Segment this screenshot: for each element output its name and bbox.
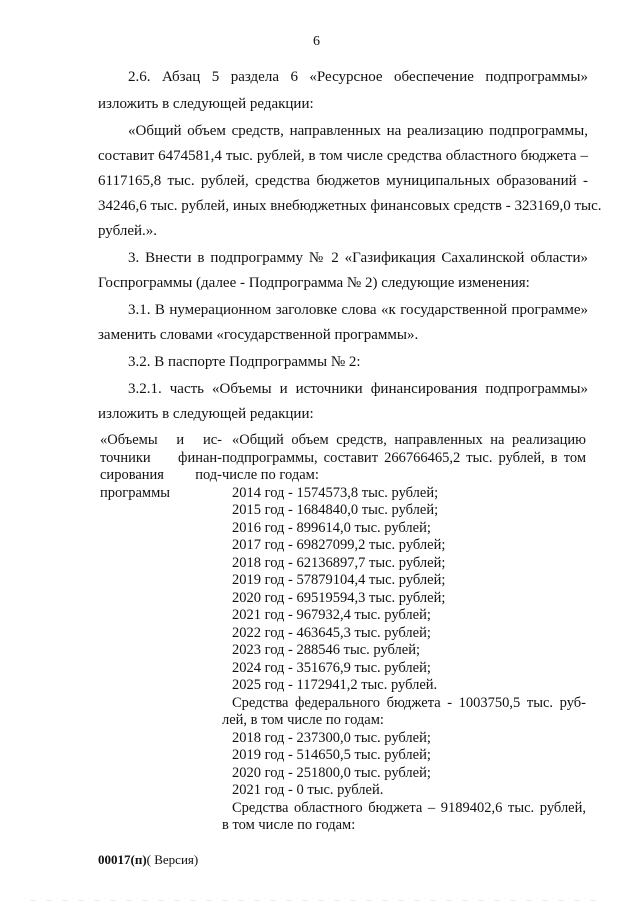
year-total-line: 2017 год - 69827099,2 тыс. рублей; xyxy=(232,537,446,553)
federal-budget-line: Средства федерального бюджета - 1003750,5 тыс. руб- xyxy=(232,694,586,711)
year-total-line: 2019 год - 57879104,4 тыс. рублей; xyxy=(232,572,446,588)
year-federal-line: 2019 год - 514650,5 тыс. рублей; xyxy=(232,747,431,763)
intro-line: подпрограммы, составит 266766465,2 тыс. рублей, в том xyxy=(222,449,586,466)
document-version: ( Версия) xyxy=(146,852,199,867)
year-federal-line: 2021 год - 0 тыс. рублей. xyxy=(232,782,384,798)
year-federal-line: 2018 год - 237300,0 тыс. рублей; xyxy=(232,729,431,746)
left-col-line: точники финан- xyxy=(100,449,222,466)
paragraph-2-6-line-2: изложить в следующей редакции: xyxy=(98,96,314,112)
regional-budget-line: Средства областного бюджета – 9189402,6 тыс. рублей, xyxy=(232,799,586,816)
paragraph-2-6-line-1: 2.6. Абзац 5 раздела 6 «Ресурсное обеспечение подпрограммы» xyxy=(128,69,588,85)
regional-budget-line: в том числе по годам: xyxy=(222,817,356,833)
document-footer xyxy=(98,852,198,868)
federal-budget-line: лей, в том числе по годам: xyxy=(222,712,384,728)
quote-line-2: составит 6474581,4 тыс. рублей, в том числе средства областного бюджета – xyxy=(98,148,588,164)
quote-line-5: рублей.». xyxy=(98,223,158,239)
paragraph-3-line-2: Госпрограммы (далее - Подпрограмма № 2) следующие изменения: xyxy=(98,275,530,291)
year-total-line: 2020 год - 69519594,3 тыс. рублей; xyxy=(232,589,446,606)
table-right-column xyxy=(222,432,586,835)
year-total-line: 2015 год - 1684840,0 тыс. рублей; xyxy=(232,502,439,518)
intro-line: «Общий объем средств, направленных на реализацию xyxy=(232,432,586,448)
paragraph-3-1-line-1: 3.1. В нумерационном заголовке слова «к государственной программе» xyxy=(128,302,588,318)
year-total-line: 2025 год - 1172941,2 тыс. рублей. xyxy=(232,677,438,693)
paragraph-3-2: 3.2. В паспорте Подпрограммы № 2: xyxy=(128,354,361,370)
year-total-line: 2022 год - 463645,3 тыс. рублей; xyxy=(232,624,431,641)
intro-line: числе по годам: xyxy=(222,467,319,483)
quote-line-3: 6117165,8 тыс. рублей, средства бюджетов муниципальных образований - xyxy=(98,173,588,189)
left-col-line: сирования под- xyxy=(100,467,222,483)
left-col-line: программы xyxy=(100,484,170,501)
paragraph-3-2-1-line-2: изложить в следующей редакции: xyxy=(98,406,314,422)
year-total-line: 2024 год - 351676,9 тыс. рублей; xyxy=(232,659,431,676)
document-code: 00017(п) xyxy=(98,852,147,867)
paragraph-3-line-1: 3. Внести в подпрограмму № 2 «Газификация Сахалинской области» xyxy=(128,250,588,266)
year-total-line: 2018 год - 62136897,7 тыс. рублей; xyxy=(232,554,446,571)
year-total-line: 2023 год - 288546 тыс. рублей; xyxy=(232,642,420,658)
paragraph-3-2-1-line-1: 3.2.1. часть «Объемы и источники финансирования подпрограммы» xyxy=(128,381,588,397)
left-col-line: «Объемы и ис- xyxy=(100,432,222,448)
page-number: 6 xyxy=(313,34,320,49)
year-total-line: 2016 год - 899614,0 тыс. рублей; xyxy=(232,519,431,536)
year-total-line: 2014 год - 1574573,8 тыс. рублей; xyxy=(232,484,439,501)
quote-line-4: 34246,6 тыс. рублей, иных внебюджетных финансовых средств - 323169,0 тыс. xyxy=(98,198,602,214)
year-federal-line: 2020 год - 251800,0 тыс. рублей; xyxy=(232,764,431,781)
table-left-column xyxy=(100,432,222,502)
year-total-line: 2021 год - 967932,4 тыс. рублей; xyxy=(232,607,431,623)
scan-artifact-line xyxy=(0,900,633,901)
paragraph-3-1-line-2: заменить словами «государственной программы». xyxy=(98,327,419,343)
quote-line-1: «Общий объем средств, направленных на реализацию подпрограммы, xyxy=(128,123,588,139)
